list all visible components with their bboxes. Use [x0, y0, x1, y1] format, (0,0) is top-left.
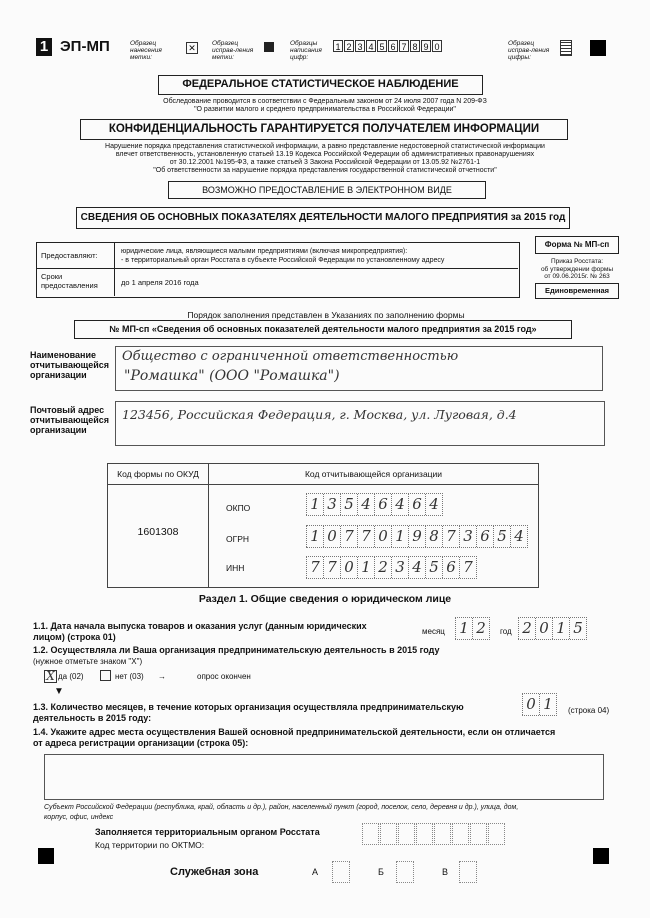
okpo-digit: 4 [391, 494, 408, 515]
org-address-label-2: отчитывающейся [30, 415, 110, 425]
q14-hint [44, 803, 624, 823]
ogrn-digit: 5 [493, 526, 510, 547]
inn-digit: 3 [391, 557, 408, 578]
ogrn-digit: 4 [510, 526, 527, 547]
zone-b-box[interactable] [396, 861, 414, 883]
year-digit: 1 [552, 618, 569, 639]
okpo-digit: 4 [357, 494, 374, 515]
org-name-label-2: отчитывающейся [30, 360, 110, 370]
okpo-digit: 1 [306, 494, 323, 515]
org-address-value: 123456, Российская Федерация, г. Москва, ул. Луговая, д.4 [122, 407, 517, 422]
org-name-label [30, 350, 109, 380]
year-digits[interactable] [518, 617, 587, 640]
sample-fix-label: Образец исправ-ления метки: [212, 40, 254, 61]
sample-digit: 5 [377, 40, 387, 52]
violation-line-2: влечет ответственность, установленную статьей 13.19 Кодекса Российской Федерации об административных правонарушениях [115, 151, 535, 158]
zone-v-box[interactable] [459, 861, 477, 883]
okpo-label: ОКПО [226, 503, 251, 513]
org-address-label-1: Почтовый адрес [30, 405, 105, 415]
opt-yes-label: да (02) [58, 672, 84, 681]
form-number: 1 [36, 38, 52, 56]
section1-title: Раздел 1. Общие сведения о юридическом лице [198, 593, 452, 605]
org-address-label [30, 405, 109, 435]
inn-digit: 7 [323, 557, 340, 578]
deadline-label-2: предоставления [41, 281, 98, 290]
q14-hint-1: Субъект Российской Федерации (республика, край, область и др.), район, населенный пункт (город, поселок, село, деревня и др.), улица, дом, [44, 804, 519, 811]
corner-marker-bottom-right [593, 848, 609, 864]
sample-fix-box [264, 42, 274, 52]
month-digits[interactable] [455, 617, 490, 640]
q12-note: (нужное отметьте знаком "X") [33, 657, 143, 666]
org-name-value-1: Общество с ограниченной ответственностью [122, 349, 459, 364]
corner-marker-bottom-left [38, 848, 54, 864]
form-code: ЭП-МП [60, 38, 110, 55]
org-name-field[interactable] [115, 346, 603, 391]
inn-digit: 4 [408, 557, 425, 578]
deadline-label-1: Сроки [41, 272, 63, 281]
year-digit: 5 [569, 618, 586, 639]
inn-label: ИНН [226, 563, 245, 573]
q13-text-1: 1.3. Количество месяцев, в течение которых организация осуществляла предпринимательскую [33, 702, 464, 712]
q11-text-2: лицом) (строка 01) [33, 632, 116, 642]
okpo-digit: 3 [323, 494, 340, 515]
instructions-line-1: Порядок заполнения представлен в Указаниях по заполнению формы [187, 310, 465, 320]
provision-table [36, 242, 520, 298]
inn-digit: 6 [442, 557, 459, 578]
q14-address-field[interactable] [44, 754, 604, 800]
territorial-label: Заполняется территориальным органом Росстата [95, 827, 320, 837]
ogrn-digit: 3 [459, 526, 476, 547]
sample-digit: 4 [366, 40, 376, 52]
ogrn-digit: 8 [425, 526, 442, 547]
order-line-3: от 09.06.2015г. № 263 [544, 273, 610, 280]
inn-digit: 7 [306, 557, 323, 578]
federal-title: ФЕДЕРАЛЬНОЕ СТАТИСТИЧЕСКОЕ НАБЛЮДЕНИЕ [158, 75, 483, 95]
okud-value: 1601308 [137, 526, 179, 538]
sample-digit: 7 [399, 40, 409, 52]
org-code-header: Код отчитывающейся организации [304, 469, 443, 479]
inn-digits[interactable] [306, 556, 477, 579]
inn-digit: 2 [374, 557, 391, 578]
order-line-2: об утверждении формы [540, 265, 614, 273]
q13-digits[interactable] [522, 693, 557, 716]
sample-digit: 1 [333, 40, 343, 52]
oktmo-cell[interactable] [488, 823, 505, 845]
sample-digits-label: Образцы написания цифр: [290, 40, 322, 61]
year-digit: 0 [535, 618, 552, 639]
sample-digit: 0 [432, 40, 442, 52]
opt-no-checkbox[interactable] [100, 670, 111, 681]
oktmo-cell[interactable] [398, 823, 415, 845]
codes-divider-horizontal [108, 484, 538, 485]
ogrn-digit: 7 [442, 526, 459, 547]
arrow-down-icon: ▼ [54, 686, 64, 697]
q13-digit: 0 [522, 694, 539, 715]
form-name-box: Форма № МП-сп [535, 236, 619, 254]
provision-divider-horizontal [37, 268, 518, 269]
ogrn-digit: 0 [374, 526, 391, 547]
opt-no-label: нет (03) [115, 672, 144, 681]
oktmo-cells[interactable] [362, 823, 506, 845]
q14-text-1: 1.4. Укажите адрес места осуществления Вашей основной предпринимательской деятельности, если он отличается [33, 727, 556, 737]
oktmo-cell[interactable] [362, 823, 379, 845]
okud-header: Код формы по ОКУД [117, 469, 199, 479]
oktmo-label: Код территории по ОКТМО: [95, 840, 205, 850]
codes-divider-vertical [208, 464, 209, 587]
okpo-digit: 4 [425, 494, 442, 515]
sample-digit: 2 [344, 40, 354, 52]
report-year: за 2015 год [510, 212, 566, 223]
inn-digit: 1 [357, 557, 374, 578]
ogrn-digit: 1 [306, 526, 323, 547]
zone-v-label: В [442, 867, 449, 877]
year-digit: 2 [518, 618, 535, 639]
periodicity-box: Единовременная [535, 283, 619, 299]
month-digit: 2 [472, 618, 489, 639]
violation-line-4: "Об ответственности за нарушение порядка представления государственной статистической отчетности" [153, 167, 497, 174]
provision-divider-vertical [114, 243, 115, 296]
inn-digit: 7 [459, 557, 476, 578]
ogrn-digit: 0 [323, 526, 340, 547]
sample-mark-label: Образец нанесения метки: [130, 40, 162, 61]
provide-text-2: - в территориальный орган Росстата в субъекте Российской Федерации по установленному адресу [121, 257, 445, 264]
provide-label: Предоставляют: [41, 251, 98, 260]
month-label: месяц [422, 627, 445, 636]
ogrn-digit: 7 [340, 526, 357, 547]
oktmo-cell[interactable] [416, 823, 433, 845]
report-title: СВЕДЕНИЯ ОБ ОСНОВНЫХ ПОКАЗАТЕЛЯХ ДЕЯТЕЛЬНОСТИ МАЛОГО ПРЕДПРИЯТИЯ [80, 212, 508, 223]
year-label: год [500, 627, 512, 636]
provide-text-1: юридические лица, являющиеся малыми предприятиями (включая микропредприятия): [121, 248, 408, 255]
org-name-value-2: "Ромашка" (ООО "Ромашка") [124, 368, 340, 384]
report-title-box [76, 207, 570, 229]
order-block [530, 258, 624, 281]
order-line-1: Приказ Росстата: [550, 258, 604, 265]
service-zone-label: Служебная зона [170, 866, 259, 878]
inn-digit: 0 [340, 557, 357, 578]
org-name-label-3: организации [30, 370, 87, 380]
ogrn-label: ОГРН [226, 534, 250, 544]
confidential-title: КОНФИДЕНЦИАЛЬНОСТЬ ГАРАНТИРУЕТСЯ ПОЛУЧАТЕЛЕМ ИНФОРМАЦИИ [80, 119, 568, 140]
zone-b-label: Б [378, 867, 384, 877]
q14-hint-2: корпус, офис, индекс [44, 814, 114, 821]
ogrn-digit: 1 [391, 526, 408, 547]
violation-line-1: Нарушение порядка представления статистической информации, а равно представление недостоверной статистической информации [105, 143, 545, 150]
deadline-text: до 1 апреля 2016 года [121, 278, 199, 287]
q14-text-2: от адреса регистрации организации (строка 05): [33, 738, 249, 748]
okpo-digit: 6 [408, 494, 425, 515]
sample-digits [333, 40, 443, 52]
inn-digit: 5 [425, 557, 442, 578]
ogrn-digits[interactable] [306, 525, 528, 548]
sample-fix-digits-label: Образец исправ-ления цифры: [508, 40, 550, 61]
org-name-label-1: Наименование [30, 350, 97, 360]
arrow-right-icon: → [158, 672, 166, 681]
ogrn-digit: 6 [476, 526, 493, 547]
oktmo-cell[interactable] [380, 823, 397, 845]
q13-text-2: деятельность в 2015 году: [33, 713, 152, 723]
oktmo-cell[interactable] [434, 823, 451, 845]
sample-digit: 9 [421, 40, 431, 52]
codes-table [107, 463, 539, 588]
q13-digit: 1 [539, 694, 556, 715]
q13-line-code: (строка 04) [568, 706, 610, 715]
oktmo-cell[interactable] [452, 823, 469, 845]
ogrn-digit: 9 [408, 526, 425, 547]
sample-digit: 8 [410, 40, 420, 52]
okpo-digit: 6 [374, 494, 391, 515]
month-digit: 1 [455, 618, 472, 639]
law-line-1: Обследование проводится в соответствии с Федеральным законом от 24 июля 2007 года N 209-ФЗ [163, 98, 487, 105]
org-address-label-3: организации [30, 425, 87, 435]
opt-yes-checkbox[interactable] [44, 670, 57, 683]
zone-a-label: А [312, 867, 319, 877]
sample-digit: 6 [388, 40, 398, 52]
sample-mark-box: ✕ [186, 42, 198, 54]
q11-text-1: 1.1. Дата начала выпуска товаров и оказания услуг (данным юридических [33, 621, 367, 631]
opt-done-label: опрос окончен [197, 672, 251, 681]
sample-digit: 3 [355, 40, 365, 52]
sample-fix-digit-box [560, 40, 572, 56]
oktmo-cell[interactable] [470, 823, 487, 845]
violation-line-3: от 30.12.2001 №195-ФЗ, а также статьей 3 Закона Российской Федерации от 13.05.92 №2761-1 [169, 159, 481, 166]
law-line-2: "О развитии малого и среднего предпринимательства в Российской Федерации" [194, 106, 456, 113]
corner-marker-top-right [590, 40, 606, 56]
q12-text: 1.2. Осуществляла ли Ваша организация предпринимательскую деятельность в 2015 году [33, 645, 440, 655]
zone-a-box[interactable] [332, 861, 350, 883]
ogrn-digit: 7 [357, 526, 374, 547]
okpo-digits[interactable] [306, 493, 443, 516]
org-address-field[interactable] [115, 401, 605, 446]
instructions-line-2: № МП-сп «Сведения об основных показателей деятельности малого предприятия за 2015 год» [74, 320, 572, 339]
electronic-note: ВОЗМОЖНО ПРЕДОСТАВЛЕНИЕ В ЭЛЕКТРОННОМ ВИДЕ [168, 181, 486, 199]
opt-yes-mark: X [46, 669, 55, 683]
okpo-digit: 5 [340, 494, 357, 515]
